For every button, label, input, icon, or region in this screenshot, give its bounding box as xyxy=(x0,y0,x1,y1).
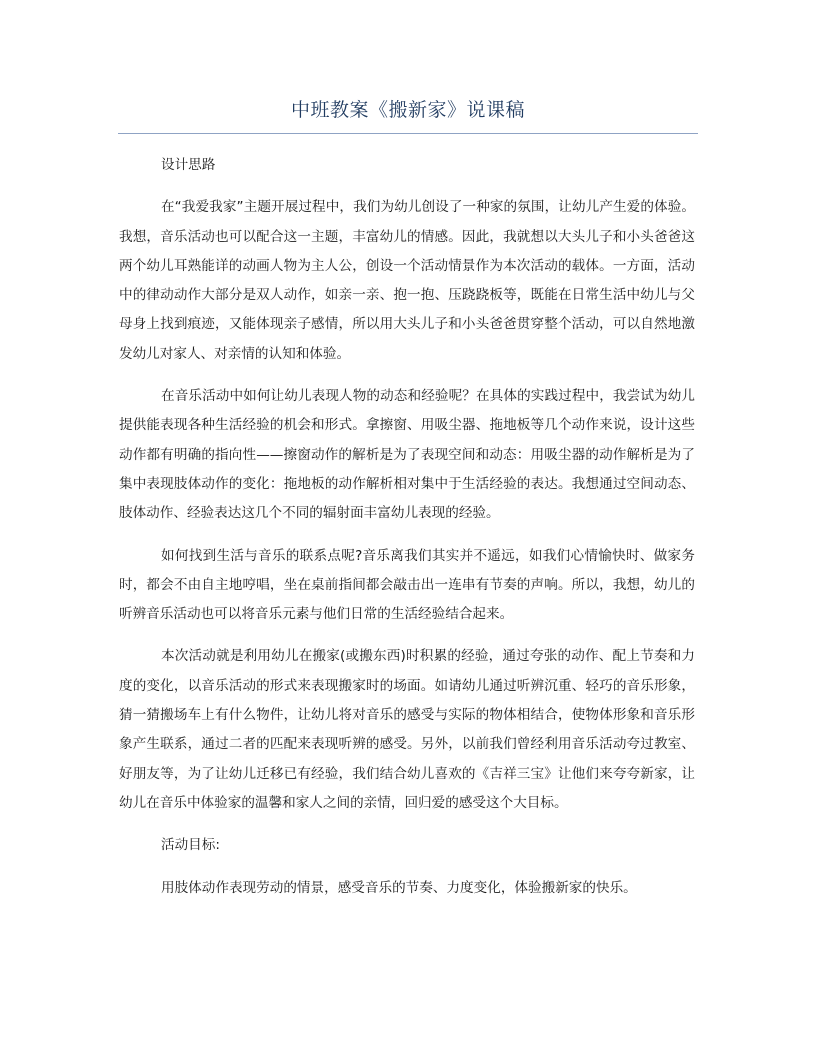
paragraph-activity-description: 本次活动就是利用幼儿在搬家(或搬东西)时积累的经验，通过夸张的动作、配上节奏和力度的变化，以音乐活动的形式来表现搬家时的场面。如请幼儿通过听辨沉重、轻巧的音乐形象，猜一猜搬场车上有什么物件，让幼儿将对音乐的感受与实际的物体相结合，使物体形象和音乐形象产生联系，通过二者的匹配来表现听辨的感受。另外，以前我们曾经利用音乐活动夸过教室、好朋友等，为了让幼儿迁移已有经验，我们结合幼儿喜欢的《吉祥三宝》让他们来夸夸新家，让幼儿在音乐中体验家的温馨和家人之间的亲情，回归爱的感受这个大目标。 xyxy=(119,648,695,811)
section-heading-design-idea: 设计思路 xyxy=(161,157,216,173)
section-heading-activity-goal: 活动目标: xyxy=(161,837,220,854)
paragraph-expression-experience: 在音乐活动中如何让幼儿表现人物的动态和经验呢？在具体的实践过程中，我尝试为幼儿提供能表现各种生活经验的机会和形式。拿擦窗、用吸尘器、拖地板等几个动作来说，设计这些动作都有明确的指向性——擦窗动作的解析是为了表现空间和动态：用吸尘器的动作解析是为了集中表现肢体动作的变化：拖地板的动作解析相对集中于生活经验的表达。我想通过空间动态、肢体动作、经验表达这几个不同的辐射面丰富幼儿表现的经验。 xyxy=(119,388,695,522)
document-title: 中班教案《搬新家》说课稿 xyxy=(290,99,525,121)
paragraph-activity-goal: 用肢体动作表现劳动的情景，感受音乐的节奏、力度变化，体验搬新家的快乐。 xyxy=(161,879,637,896)
paragraph-life-music-link: 如何找到生活与音乐的联系点呢?音乐离我们其实并不遥远，如我们心情愉快时、做家务时，都会不由自主地哼唱，坐在桌前指间都会敲击出一连串有节奏的声响。所以，我想，幼儿的听辨音乐活动也可以将音乐元素与他们日常的生活经验结合起来。 xyxy=(119,547,695,623)
title-divider xyxy=(118,133,698,134)
document-body xyxy=(119,151,695,916)
paragraph-theme-intro: 在“我爱我家”主题开展过程中，我们为幼儿创设了一种家的氛围，让幼儿产生爱的体验。我想，音乐活动也可以配合这一主题，丰富幼儿的情感。因此，我就想以大头儿子和小头爸爸这两个幼儿耳熟能详的动画人物为主人公，创设一个活动情景作为本次活动的载体。一方面，活动中的律动动作大部分是双人动作，如亲一亲、抱一抱、压跷跷板等，既能在日常生活中幼儿与父母身上找到痕迹，又能体现亲子感情，所以用大头儿子和小头爸爸贯穿整个活动，可以自然地激发幼儿对家人、对亲情的认知和体验。 xyxy=(119,199,695,362)
